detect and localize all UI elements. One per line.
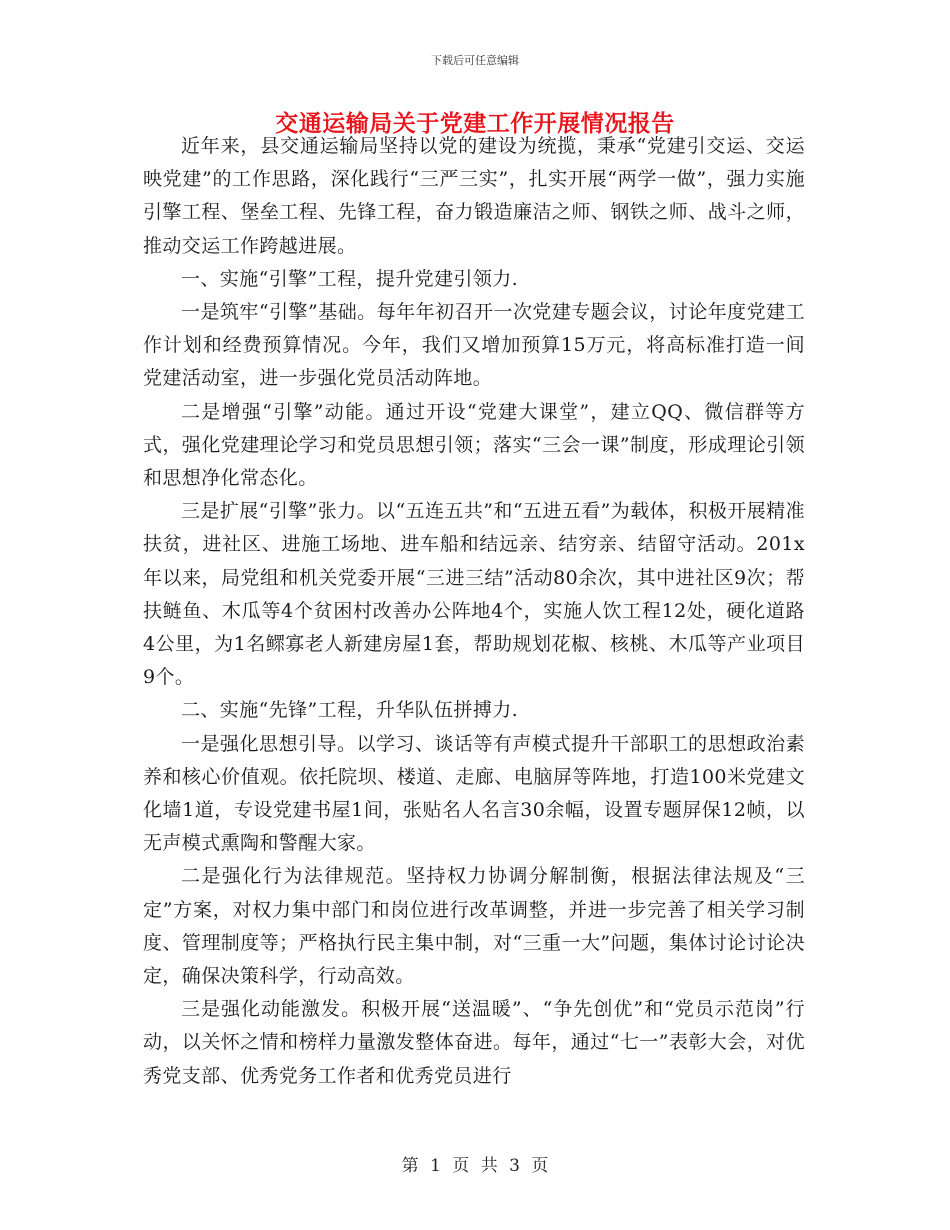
page-number: 第 1 页 共 3 页 <box>401 1156 549 1176</box>
paragraph-intro: 近年来，县交通运输局坚持以党的建设为统揽，秉承“党建引交运、交运映党建”的工作思路，深化践行“三严三实”，扎实开展“两学一做”，强力实施引擎工程、堡垒工程、先锋工程，奋力锻造廉洁之师、钢铁之师、战斗之师，推动交运工作跨越进展。 <box>143 135 805 257</box>
section-heading-engine: 一、实施“引擎”工程，提升党建引领力. <box>181 267 519 290</box>
paragraph-engine-foundation: 一是筑牢“引擎”基础。每年年初召开一次党建专题会议，讨论年度党建工作计划和经费预算情况。今年，我们又增加预算15万元，将高标准打造一间党建活动室，进一步强化党员活动阵地。 <box>143 301 805 390</box>
document-body <box>143 130 805 1093</box>
paragraph-engine-tension: 三是扩展“引擎”张力。以“五连五共”和“五进五看”为载体，积极开展精准扶贫，进社区、进施工场地、进车船和结远亲、结穷亲、结留守活动。201x年以来，局党组和机关党委开展“三进三结”活动80余次，其中进社区9次；帮扶鲢鱼、木瓜等4个贫困村改善办公阵地4个，实施人饮工程12处，硬化道路4公里，为1名鳏寡老人新建房屋1套，帮助规划花椒、核桃、木瓜等产业项目9个。 <box>143 500 805 689</box>
document-title: 交通运输局关于党建工作开展情况报告 <box>275 110 675 137</box>
paragraph-engine-momentum: 二是增强“引擎”动能。通过开设“党建大课堂”，建立QQ、微信群等方式，强化党建理论学习和党员思想引领；落实“三会一课”制度，形成理论引领和思想净化常态化。 <box>143 400 805 490</box>
paragraph-vanguard-thought: 一是强化思想引导。以学习、谈话等有声模式提升干部职工的思想政治素养和核心价值观。依托院坝、楼道、走廊、电脑屏等阵地，打造100米党建文化墙1道，专设党建书屋1间，张贴名人名言30余幅，设置专题屏保12帧，以无声模式熏陶和警醒大家。 <box>143 732 805 855</box>
page-header-note: 下载后可任意编辑 <box>431 54 519 67</box>
paragraph-vanguard-conduct: 二是强化行为法律规范。坚持权力协调分解制衡，根据法律法规及“三定”方案，对权力集中部门和岗位进行改革调整，并进一步完善了相关学习制度、管理制度等；严格执行民主集中制，对“三重一大”问题，集体讨论讨论决定，确保决策科学，行动高效。 <box>143 865 805 988</box>
section-heading-vanguard: 二、实施“先锋”工程，升华队伍拼搏力. <box>181 699 519 722</box>
paragraph-vanguard-motivation: 三是强化动能激发。积极开展“送温暖”、“争先创优”和“党员示范岗”行动，以关怀之情和榜样力量激发整体奋进。每年，通过“七一”表彰大会，对优秀党支部、优秀党务工作者和优秀党员进行 <box>143 998 805 1087</box>
